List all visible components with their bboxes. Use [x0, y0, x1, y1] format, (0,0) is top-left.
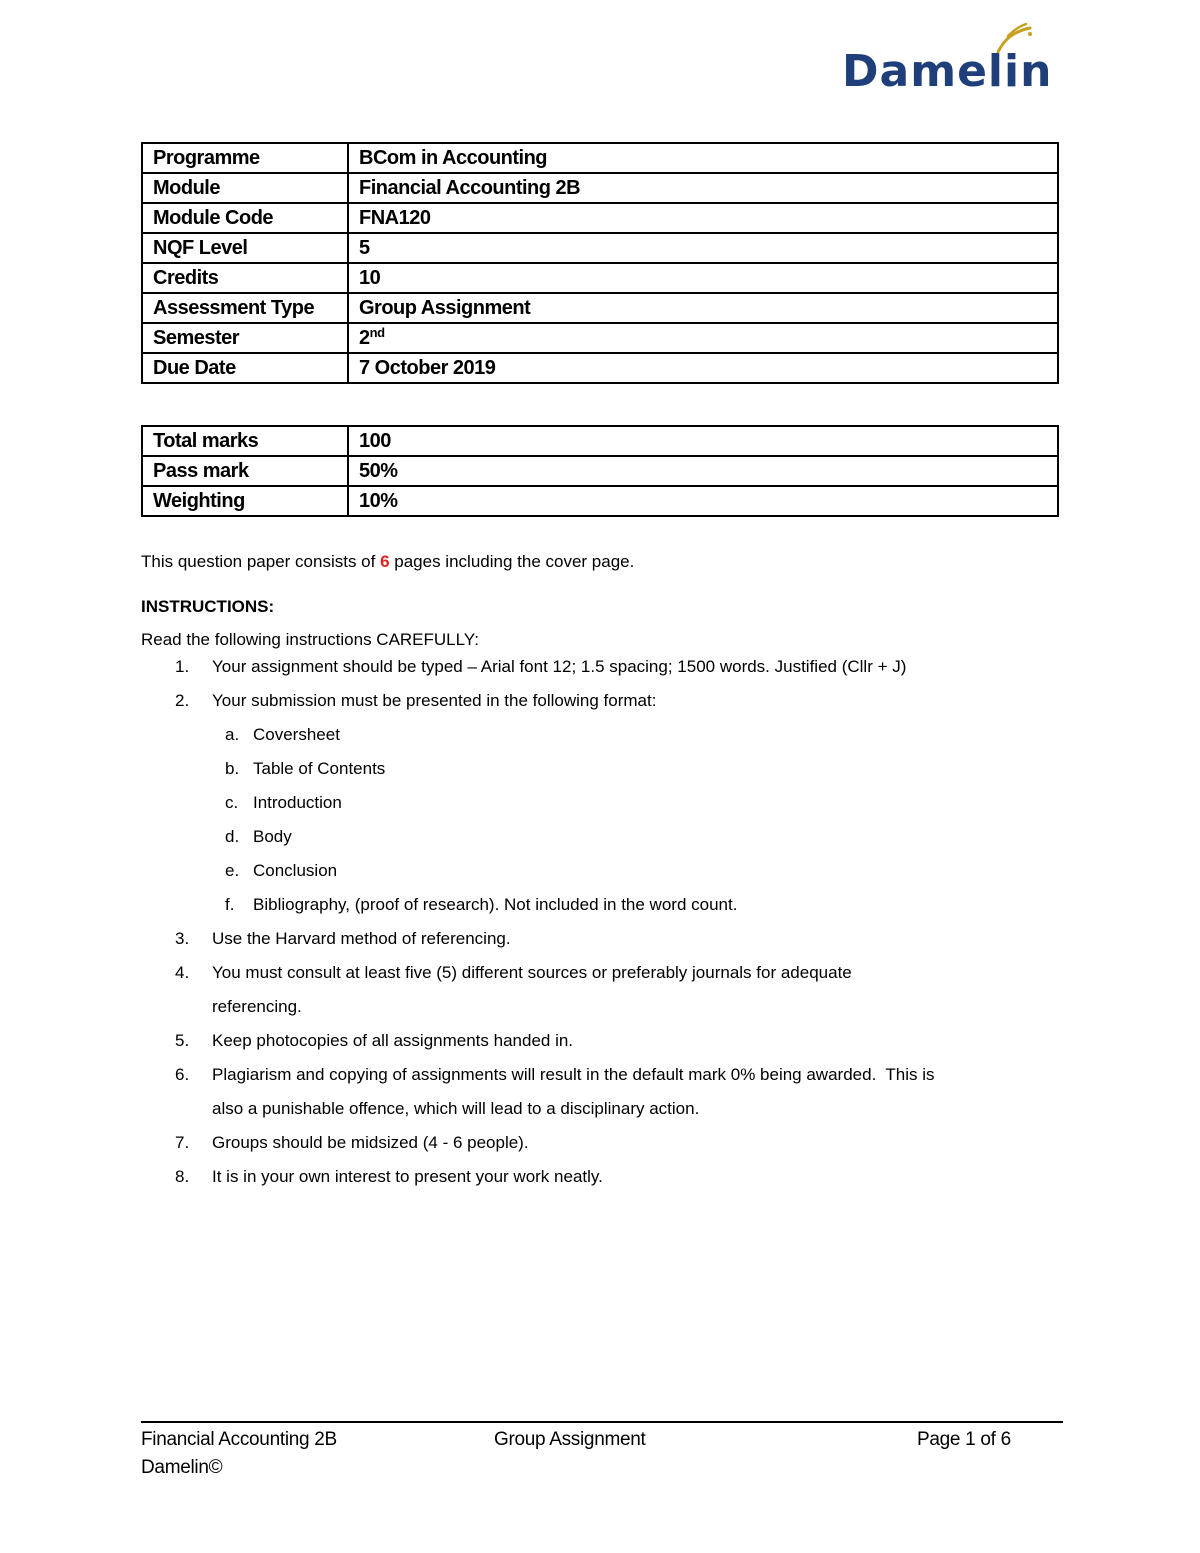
- list-number: 3.: [175, 929, 190, 948]
- page-count-text-after: pages including the cover page.: [389, 552, 635, 571]
- sub-list-item: Coversheet: [253, 725, 340, 744]
- semester-value: 2: [359, 326, 370, 349]
- list-number: 4.: [175, 963, 190, 982]
- sub-list-item: Introduction: [253, 793, 342, 812]
- module-info-table: [141, 142, 1059, 384]
- sub-list-letter: a.: [225, 725, 240, 744]
- sub-list-letter: e.: [225, 861, 240, 880]
- list-number: 8.: [175, 1167, 190, 1186]
- sub-list-item: Bibliography, (proof of research). Not included in the word count.: [253, 895, 738, 914]
- marks-table: [141, 425, 1059, 517]
- pass-mark-value: 50%: [348, 456, 1058, 486]
- sub-list-item: Conclusion: [253, 861, 338, 880]
- module-code-value: FNA120: [348, 203, 1058, 233]
- instructions-heading: INSTRUCTIONS:: [141, 597, 275, 616]
- sub-list-item: Table of Contents: [253, 759, 386, 778]
- damelin-logo: [842, 22, 1072, 102]
- module-label: Module: [142, 173, 348, 203]
- weighting-label: Weighting: [142, 486, 348, 516]
- list-item: Keep photocopies of all assignments handed in.: [212, 1031, 574, 1050]
- list-number: 5.: [175, 1031, 190, 1050]
- programme-label: Programme: [142, 143, 348, 173]
- assessment-type-value: Group Assignment: [348, 293, 1058, 323]
- sub-list-letter: d.: [225, 827, 240, 846]
- footer-copyright: Damelin©: [141, 1457, 223, 1478]
- footer-page-number: Page 1 of 6: [917, 1429, 1011, 1450]
- due-date-label: Due Date: [142, 353, 348, 383]
- table-row: [142, 323, 1058, 353]
- logo-text: Damelin: [842, 46, 1053, 97]
- assessment-type-label: Assessment Type: [142, 293, 348, 323]
- list-item-continued: also a punishable offence, which will lead to a disciplinary action.: [212, 1099, 700, 1118]
- list-item: Use the Harvard method of referencing.: [212, 929, 511, 948]
- list-item: Your assignment should be typed – Arial font 12; 1.5 spacing; 1500 words. Justified (Cllr + J): [212, 657, 907, 676]
- table-row: [142, 353, 1058, 383]
- semester-cell: [348, 323, 1058, 353]
- list-number: 1.: [175, 657, 190, 676]
- page-count-text-before: This question paper consists of: [141, 552, 381, 571]
- page-count-number: 6: [380, 552, 390, 571]
- programme-value: BCom in Accounting: [348, 143, 1058, 173]
- sub-list-letter: b.: [225, 759, 240, 778]
- module-value: Financial Accounting 2B: [348, 173, 1058, 203]
- sub-list-item: Body: [253, 827, 292, 846]
- table-row: [142, 143, 1058, 173]
- pass-mark-label: Pass mark: [142, 456, 348, 486]
- table-row: [142, 426, 1058, 456]
- list-number: 6.: [175, 1065, 190, 1084]
- table-row: [142, 486, 1058, 516]
- total-marks-label: Total marks: [142, 426, 348, 456]
- list-item: Your submission must be presented in the following format:: [212, 691, 657, 710]
- semester-suffix: nd: [369, 324, 385, 340]
- table-row: [142, 173, 1058, 203]
- list-number: 7.: [175, 1133, 190, 1152]
- module-code-label: Module Code: [142, 203, 348, 233]
- total-marks-value: 100: [348, 426, 1058, 456]
- nqf-level-value: 5: [348, 233, 1058, 263]
- due-date-value: 7 October 2019: [348, 353, 1058, 383]
- credits-label: Credits: [142, 263, 348, 293]
- list-item-continued: referencing.: [212, 997, 302, 1016]
- weighting-value: 10%: [348, 486, 1058, 516]
- footer-module: Financial Accounting 2B: [141, 1429, 337, 1450]
- sub-list-letter: c.: [225, 793, 239, 812]
- footer-assessment: Group Assignment: [494, 1429, 646, 1450]
- table-row: [142, 293, 1058, 323]
- credits-value: 10: [348, 263, 1058, 293]
- list-item: Plagiarism and copying of assignments will result in the default mark 0% being awarded. This is: [212, 1065, 935, 1084]
- list-item: You must consult at least five (5) different sources or preferably journals for adequate: [212, 963, 852, 982]
- list-number: 2.: [175, 691, 190, 710]
- table-row: [142, 203, 1058, 233]
- table-row: [142, 263, 1058, 293]
- semester-label: Semester: [142, 323, 348, 353]
- nqf-level-label: NQF Level: [142, 233, 348, 263]
- footer-divider: [141, 1421, 1063, 1423]
- sub-list-letter: f.: [225, 895, 235, 914]
- list-item: It is in your own interest to present your work neatly.: [212, 1167, 603, 1186]
- page-count-note: [141, 552, 634, 572]
- list-item: Groups should be midsized (4 - 6 people).: [212, 1133, 529, 1152]
- table-row: [142, 456, 1058, 486]
- table-row: [142, 233, 1058, 263]
- instructions-lead: Read the following instructions CAREFULLY:: [141, 630, 479, 649]
